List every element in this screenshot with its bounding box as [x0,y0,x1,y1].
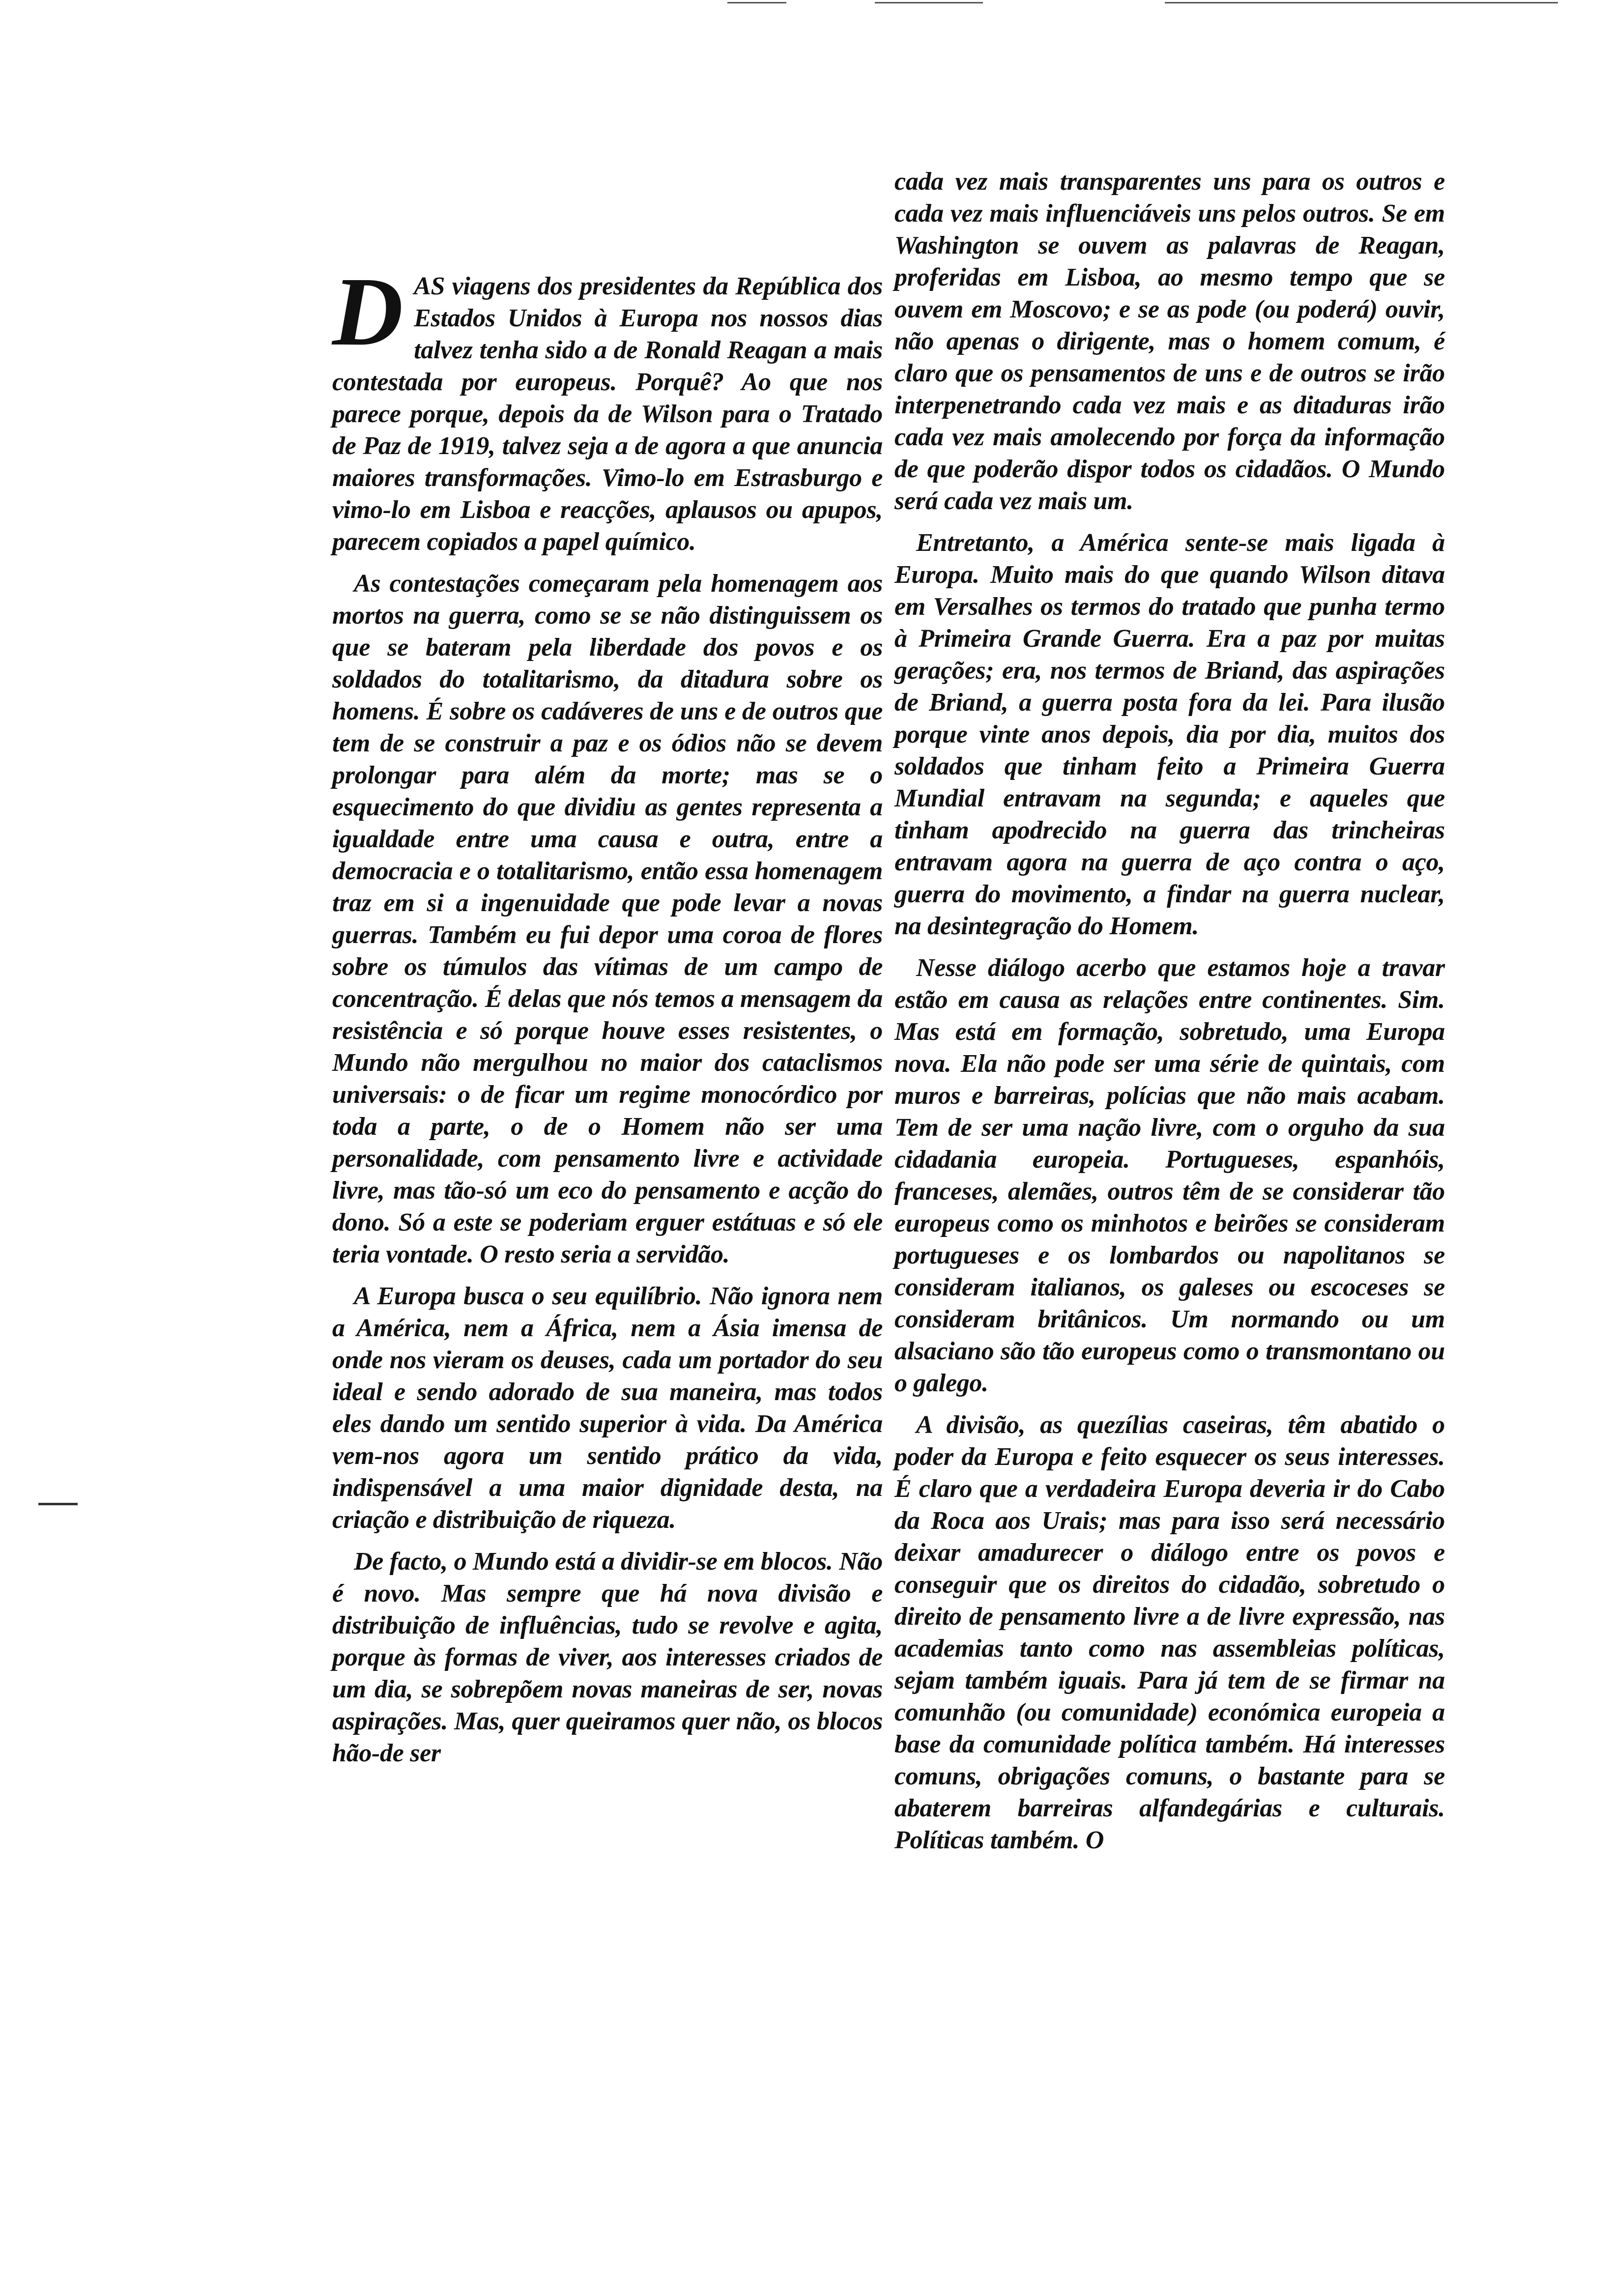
right-paragraph-4: A divisão, as quezílias caseiras, têm abatido o poder da Europa e feito esquecer os seus interesses. É claro que a verdadeira Europa deveria ir do Cabo da Roca aos Urais; mas para isso será necessário deixar amadurecer o diálogo entre os povos e conseguir que os direitos do cidadão, sobretudo o direito de pensamento livre a de livre expressão, nas academias tanto como nas assembleias políticas, sejam também iguais. Para já tem de se firmar na comunhão (ou comunidade) económica europeia a base da comunidade política também. Há interesses comuns, obrigações comuns, o bastante para se abaterem barreiras alfandegárias e culturais. Políticas também. O [894,1411,1445,1854]
top-rule-middle [875,2,983,3]
left-column [332,258,883,1779]
drop-cap: D [332,258,403,366]
left-paragraph-2: As contestações começaram pela homenagem aos mortos na guerra, como se se não distinguissem os que se bateram pela liberdade dos povos e os soldados do totalitarismo, da ditadura sobre os homens. É sobre os cadáveres de uns e de outros que tem de se construir a paz e os ódios não se devem prolongar para além da morte; mas se o esquecimento do que dividiu as gentes representa a igualdade entre uma causa e outra, entre a democracia e o totalitarismo, então essa homenagem traz em si a ingenuidade que pode levar a novas guerras. Também eu fui depor uma coroa de flores sobre os túmulos das vítimas de um campo de concentração. É delas que nós temos a mensagem da resistência e só porque houve esses resistentes, o Mundo não mergulhou no maior dos cataclismos universais: o de ficar um regime monocórdico por toda a parte, o de o Homem não ser uma personalidade, com pensamento livre e actividade livre, mas tão-só um eco do pensamento e acção do dono. Só a este se poderiam erguer estátuas e só ele teria vontade. O resto seria a servidão. [332,570,883,1268]
top-rule-left [727,2,786,3]
lead-text: AS viagens dos presidentes da República dos Estados Unidos à Europa nos nossos dias talvez tenha sido a de Ronald Reagan a mais contestada por europeus. Porquê? Ao que nos parece porque, depois da de Wilson para o Tratado de Paz de 1919, talvez seja a de agora a que anuncia maiores transformações. Vimo-lo em Estrasburgo e vimo-lo em Lisboa e reacções, aplausos ou apupos, parecem copiados a papel químico. [332,272,883,556]
left-paragraph-4: De facto, o Mundo está a dividir-se em blocos. Não é novo. Mas sempre que há nova divisão e distribuição de influências, tudo se revolve e agita, porque às formas de viver, aos interesses criados de um dia, se sobrepõem novas maneiras de ser, novas aspirações. Mas, quer queiramos quer não, os blocos hão-de ser [332,1548,883,1767]
margin-dash [38,1503,78,1505]
right-paragraph-3: Nesse diálogo acerbo que estamos hoje a travar estão em causa as relações entre continentes. Sim. Mas está em formação, sobretudo, uma Europa nova. Ela não pode ser uma série de quintais, com muros e barreiras, polícias que não mais acabam. Tem de ser uma nação livre, com o orguho da sua cidadania europeia. Portugueses, espanhóis, franceses, alemães, outros têm de se considerar tão europeus como os minhotos e beirões se consideram portugueses e os lombardos ou napolitanos se consideram italianos, os galeses ou escoceses se consideram britânicos. Um normando ou um alsaciano são tão europeus como o transmontano ou o galego. [894,954,1445,1397]
right-paragraph-2: Entretanto, a América sente-se mais ligada à Europa. Muito mais do que quando Wilson ditava em Versalhes os termos do tratado que punha termo à Primeira Grande Guerra. Era a paz por muitas gerações; era, nos termos de Briand, das aspirações de Briand, a guerra posta fora da lei. Para ilusão porque vinte anos depois, dia por dia, muitos dos soldados que tinham feito a Primeira Guerra Mundial entravam na segunda; e aqueles que tinham apodrecido na guerra das trincheiras entravam agora na guerra de aço contra o aço, guerra do movimento, a findar na guerra nuclear, na desintegração do Homem. [894,529,1445,940]
right-paragraph-1: cada vez mais transparentes uns para os outros e cada vez mais influenciáveis uns pelos outros. Se em Washington se ouvem as palavras de Reagan, proferidas em Lisboa, ao mesmo tempo que se ouvem em Moscovo; e se as pode (ou poderá) ouvir, não apenas o dirigente, mas o homem comum, é claro que os pensamentos de uns e de outros se irão interpenetrando cada vez mais e as ditaduras irão cada vez mais amolecendo por força da informação de que poderão dispor todos os cidadãos. O Mundo será cada vez mais um. [894,168,1445,515]
top-rule-right [1165,2,1558,3]
right-column [894,166,1445,1866]
left-paragraph-3: A Europa busca o seu equilíbrio. Não ignora nem a América, nem a África, nem a Ásia imensa de onde nos vieram os deuses, cada um portador do seu ideal e sendo adorado de sua maneira, mas todos eles dando um sentido superior à vida. Da América vem-nos agora um sentido prático da vida, indispensável a uma maior dignidade desta, na criação e distribuição de riqueza. [332,1282,883,1534]
lead-paragraph [332,258,883,558]
